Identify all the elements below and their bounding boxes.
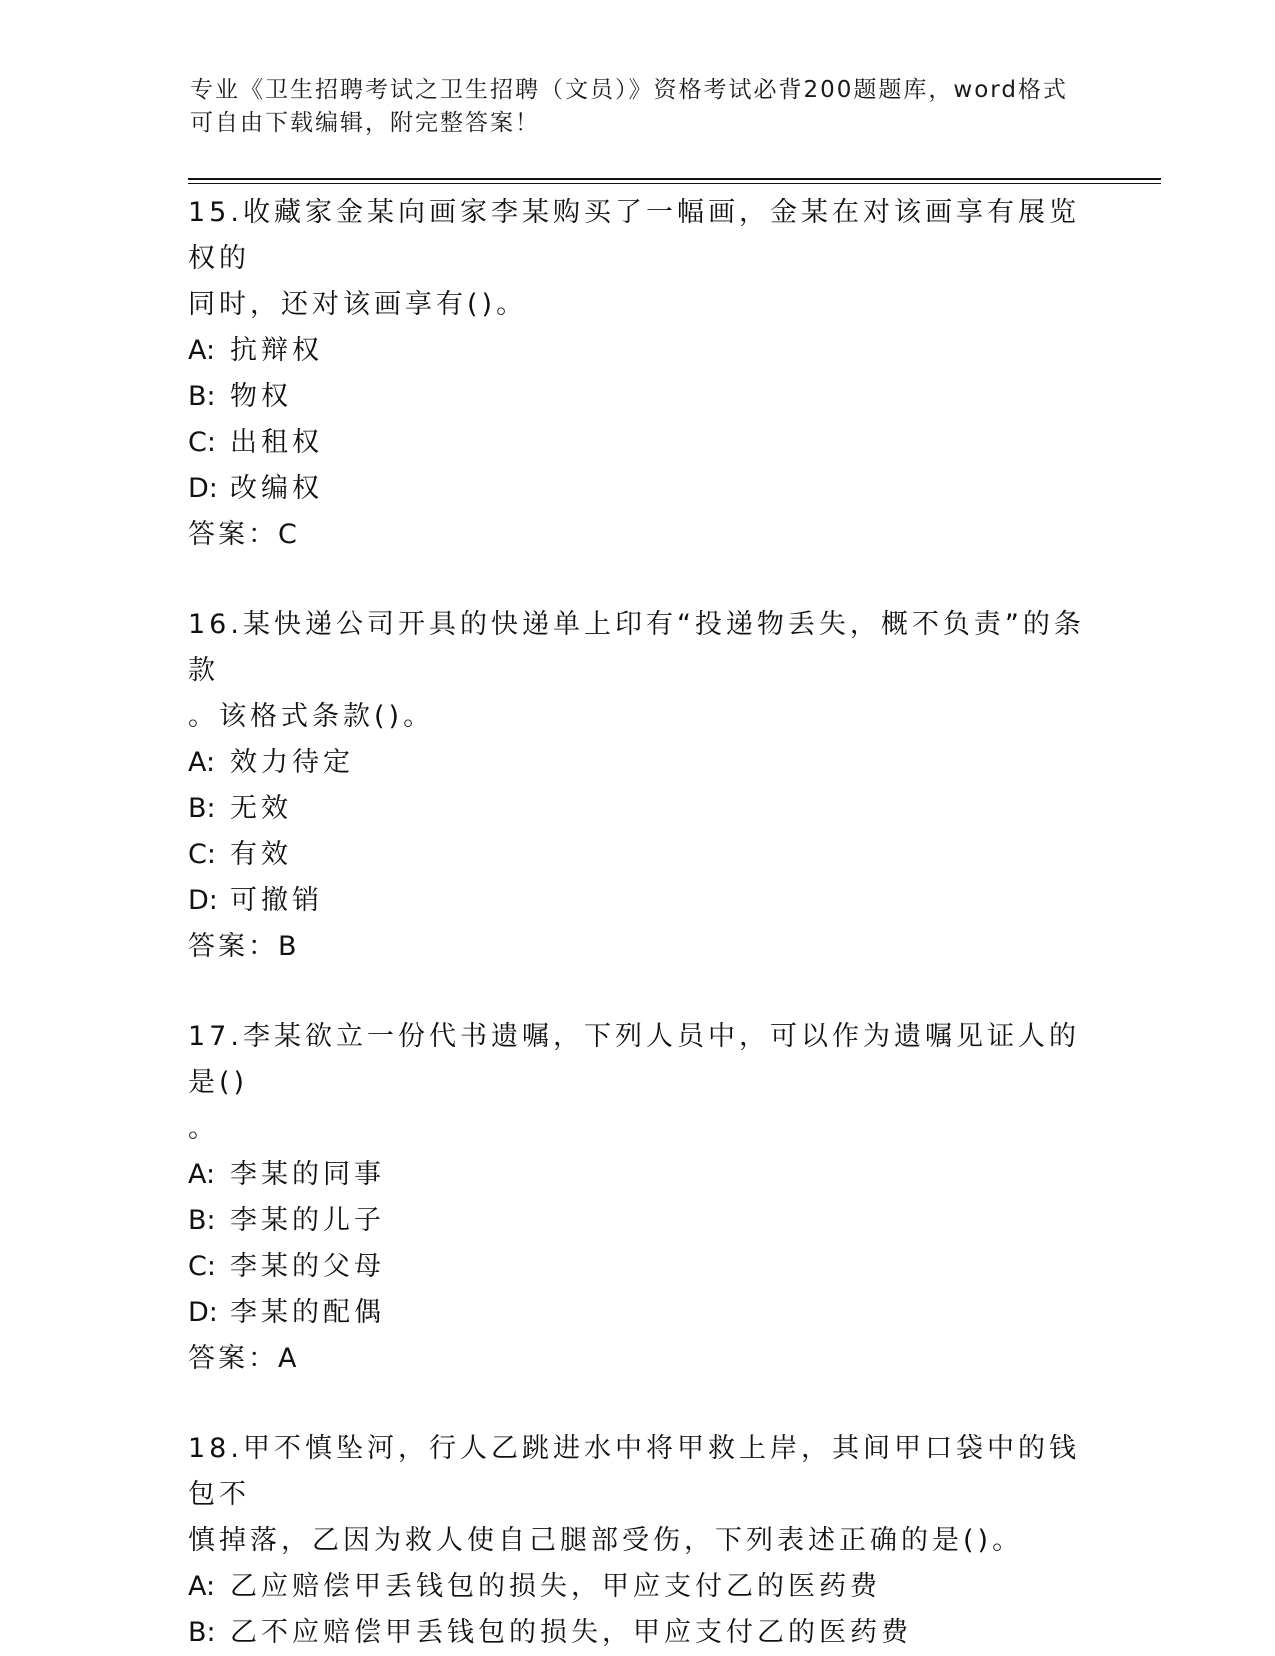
option-letter: A: — [188, 747, 216, 778]
option-text: 李某的配偶 — [230, 1297, 385, 1328]
question-list — [188, 190, 1088, 1656]
question-18 — [188, 1426, 1088, 1656]
option-letter: B: — [188, 1205, 216, 1236]
header-divider-thin — [188, 183, 1161, 184]
question-stem-line: 18.甲不慎坠河，行人乙跳进水中将甲救上岸，其间甲口袋中的钱包不 — [188, 1433, 1080, 1510]
option-text: 抗辩权 — [230, 335, 323, 366]
question-stem-line: 。该格式条款()。 — [188, 701, 435, 732]
option-a — [188, 740, 1088, 786]
option-letter: B: — [188, 381, 216, 412]
question-spacer — [188, 558, 1088, 602]
option-d — [188, 1290, 1088, 1336]
question-stem-line: 。 — [188, 1113, 219, 1144]
question-16 — [188, 602, 1088, 970]
option-letter: A: — [188, 1571, 216, 1602]
option-c — [188, 832, 1088, 878]
header-line-1: 专业《卫生招聘考试之卫生招聘（文员）》资格考试必背200题题库，word格式 — [190, 77, 1068, 103]
question-17 — [188, 1014, 1088, 1382]
option-d — [188, 878, 1088, 924]
question-stem-line: 17.李某欲立一份代书遗嘱，下列人员中，可以作为遗嘱见证人的是() — [188, 1021, 1080, 1098]
option-a — [188, 1152, 1088, 1198]
question-stem-line: 同时，还对该画享有()。 — [188, 289, 528, 320]
document-header — [190, 74, 1090, 140]
option-text: 无效 — [230, 793, 292, 824]
option-text: 乙不应赔偿甲丢钱包的损失，甲应支付乙的医药费 — [230, 1617, 912, 1648]
question-stem-line: 16.某快递公司开具的快递单上印有“投递物丢失，概不负责”的条款 — [188, 609, 1085, 686]
question-spacer — [188, 970, 1088, 1014]
option-text: 李某的同事 — [230, 1159, 385, 1190]
question-spacer — [188, 1382, 1088, 1426]
option-letter: A: — [188, 1159, 216, 1190]
option-b — [188, 786, 1088, 832]
option-letter: C: — [188, 839, 216, 870]
option-letter: D: — [188, 473, 218, 504]
option-letter: B: — [188, 793, 216, 824]
option-letter: D: — [188, 885, 218, 916]
option-b — [188, 1610, 1088, 1656]
option-d — [188, 466, 1088, 512]
question-stem-line: 慎掉落，乙因为救人使自己腿部受伤，下列表述正确的是()。 — [188, 1525, 1024, 1556]
option-a — [188, 1564, 1088, 1610]
question-stem-line: 15.收藏家金某向画家李某购买了一幅画，金某在对该画享有展览权的 — [188, 197, 1080, 274]
option-b — [188, 374, 1088, 420]
option-text: 改编权 — [230, 473, 323, 504]
option-c — [188, 420, 1088, 466]
option-text: 效力待定 — [230, 747, 354, 778]
option-text: 李某的父母 — [230, 1251, 385, 1282]
option-letter: C: — [188, 427, 216, 458]
option-letter: A: — [188, 335, 216, 366]
option-text: 物权 — [230, 381, 292, 412]
option-a — [188, 328, 1088, 374]
option-letter: D: — [188, 1297, 218, 1328]
answer-line: 答案：A — [188, 1343, 300, 1374]
option-text: 可撤销 — [230, 885, 323, 916]
header-line-2: 可自由下载编辑，附完整答案！ — [190, 110, 540, 136]
option-letter: C: — [188, 1251, 216, 1282]
option-text: 出租权 — [230, 427, 323, 458]
answer-line: 答案：B — [188, 931, 300, 962]
option-text: 李某的儿子 — [230, 1205, 385, 1236]
header-divider-thick — [188, 178, 1161, 180]
option-letter: B: — [188, 1617, 216, 1648]
answer-line: 答案：C — [188, 519, 300, 550]
option-text: 有效 — [230, 839, 292, 870]
option-c — [188, 1244, 1088, 1290]
question-15 — [188, 190, 1088, 558]
option-text: 乙应赔偿甲丢钱包的损失，甲应支付乙的医药费 — [230, 1571, 881, 1602]
option-b — [188, 1198, 1088, 1244]
